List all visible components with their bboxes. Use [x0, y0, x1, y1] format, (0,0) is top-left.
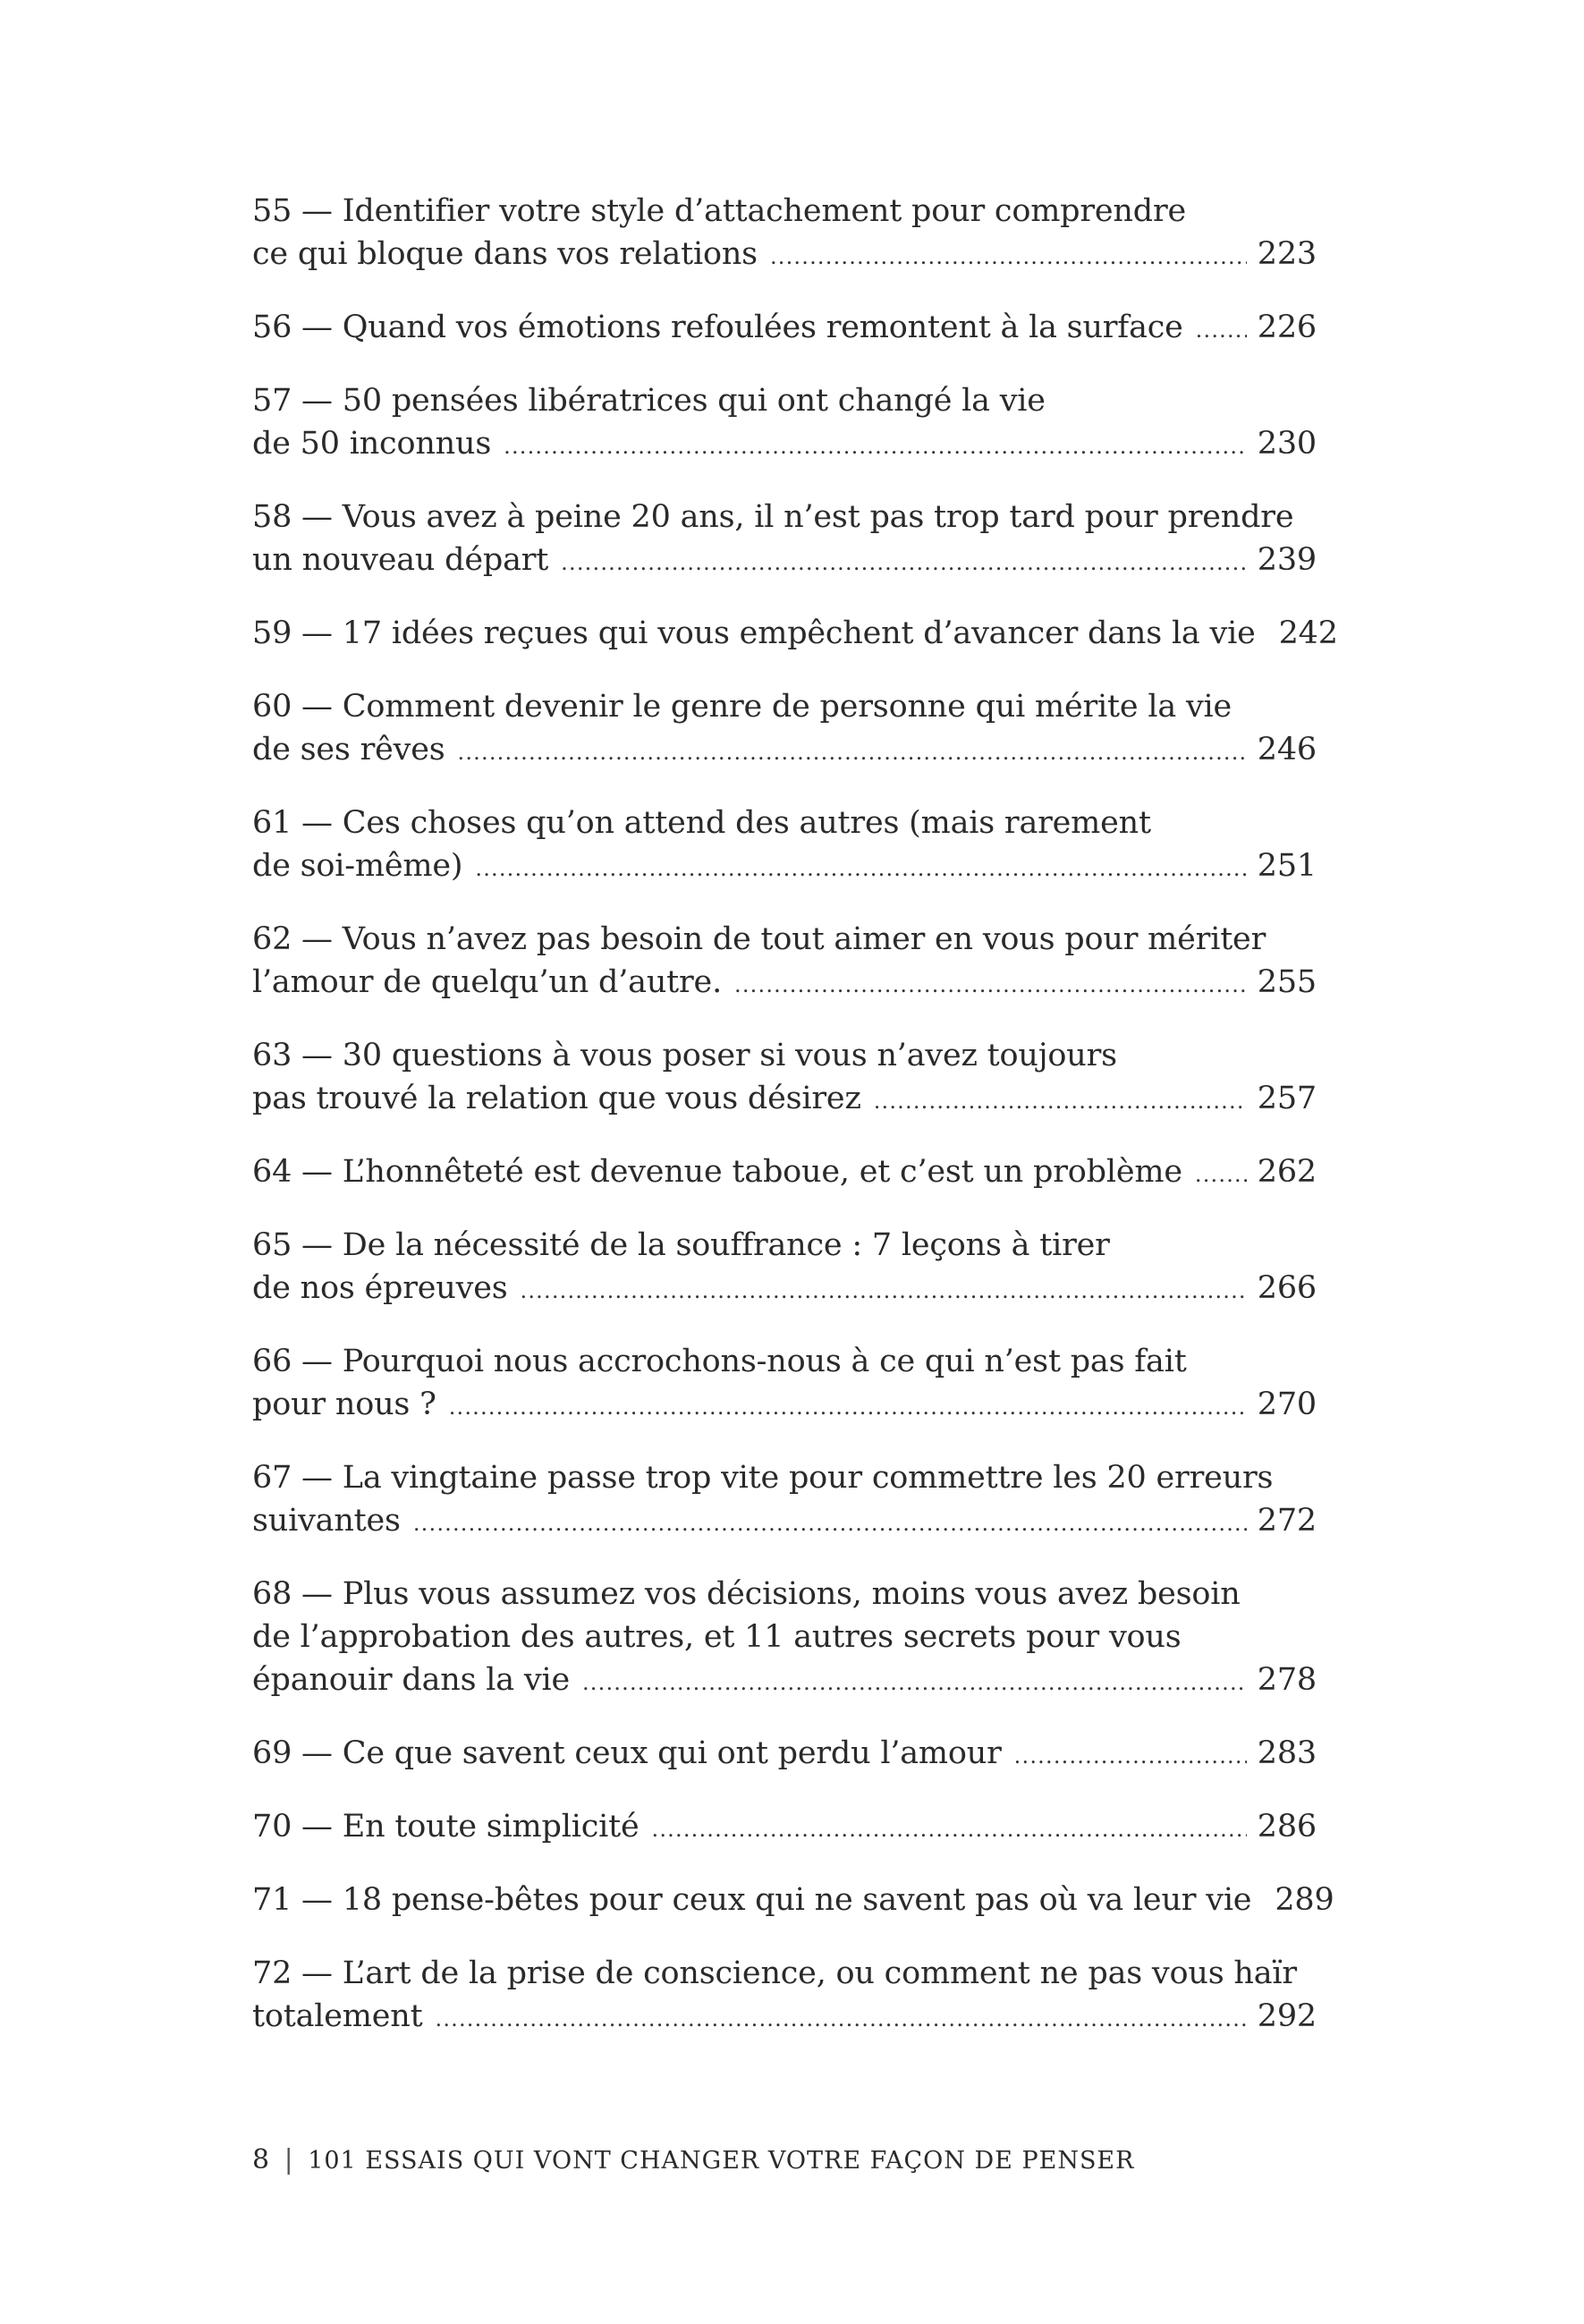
toc-entry-last-line [252, 1150, 1317, 1196]
toc-entry [252, 1340, 1317, 1429]
toc-entry-title: de ses rêves [252, 732, 445, 768]
toc-entry-page-number: 251 [1257, 848, 1317, 884]
page-footer [252, 2142, 1134, 2179]
dot-leader [521, 1269, 1247, 1312]
dot-leader [652, 1808, 1247, 1851]
toc-entry [252, 802, 1317, 890]
toc-entry-title: ce qui bloque dans vos relations [252, 236, 758, 272]
toc-entry-last-line [252, 1077, 1317, 1123]
toc-entry-title: l’amour de quelqu’un d’autre. [252, 964, 722, 1000]
toc-entry-page-number: 246 [1257, 732, 1317, 768]
toc-entry [252, 190, 1317, 278]
toc-entry-title: 59 — 17 idées reçues qui vous empêchent d’avancer dans la vie [252, 615, 1256, 651]
toc-entry-page-number: 272 [1257, 1503, 1317, 1539]
toc-entry-title: un nouveau départ [252, 542, 549, 578]
toc-entry-last-line [252, 1732, 1317, 1777]
toc-entry-title-line: 68 — Plus vous assumez vos décisions, moins vous avez besoin [252, 1576, 1241, 1612]
toc-entry [252, 1573, 1317, 1704]
toc-entry-last-line [252, 961, 1317, 1006]
toc-entry-last-line [252, 728, 1317, 774]
dot-leader [561, 541, 1247, 584]
dot-leader [1195, 1153, 1247, 1196]
dot-leader [1014, 1735, 1247, 1777]
dot-leader [475, 847, 1246, 890]
dot-leader [770, 235, 1247, 278]
toc-entry-last-line [252, 1805, 1317, 1851]
dot-leader [874, 1080, 1247, 1123]
dot-leader [458, 731, 1247, 774]
toc-entry-last-line [252, 1995, 1317, 2040]
toc-entry [252, 685, 1317, 774]
toc-entry-title: de nos épreuves [252, 1270, 508, 1306]
toc-entry-last-line [252, 233, 1317, 278]
toc-entry-last-line [252, 612, 1338, 657]
table-of-contents [252, 190, 1338, 2068]
toc-entry-page-number: 226 [1257, 310, 1317, 345]
toc-entry-last-line [252, 306, 1317, 352]
toc-entry [252, 1456, 1317, 1545]
toc-entry-title-line: 65 — De la nécessité de la souffrance : 7 leçons à tirer [252, 1227, 1110, 1263]
toc-entry [252, 379, 1317, 468]
toc-entry-title-line: 72 — L’art de la prise de conscience, ou comment ne pas vous haïr [252, 1955, 1297, 1991]
dot-leader [413, 1502, 1247, 1545]
toc-entry-title-line: 60 — Comment devenir le genre de personne qui mérite la vie [252, 689, 1232, 725]
toc-entry-title-line: 66 — Pourquoi nous accrochons-nous à ce qui n’est pas fait [252, 1344, 1187, 1379]
toc-entry-title-line: 55 — Identifier votre style d’attachement pour comprendre [252, 193, 1187, 229]
toc-entry-last-line [252, 1267, 1317, 1312]
toc-entry-title: 71 — 18 pense-bêtes pour ceux qui ne savent pas où va leur vie [252, 1882, 1252, 1918]
toc-entry-page-number: 289 [1275, 1882, 1334, 1918]
footer-page-number: 8 [252, 2144, 270, 2176]
toc-entry [252, 1879, 1334, 1924]
dot-leader [504, 425, 1247, 468]
dot-leader [449, 1386, 1247, 1429]
toc-entry-title: de soi-même) [252, 848, 463, 884]
toc-entry [252, 1150, 1317, 1196]
toc-entry-page-number: 278 [1257, 1662, 1317, 1698]
toc-entry-title: 70 — En toute simplicité [252, 1809, 640, 1845]
toc-entry [252, 496, 1317, 584]
toc-entry-title-line: 58 — Vous avez à peine 20 ans, il n’est pas trop tard pour prendre [252, 499, 1294, 535]
toc-entry-page-number: 270 [1257, 1387, 1317, 1422]
toc-entry [252, 1732, 1317, 1777]
toc-entry-title: pas trouvé la relation que vous désirez [252, 1081, 861, 1116]
toc-entry-title: 56 — Quand vos émotions refoulées remontent à la surface [252, 310, 1183, 345]
toc-entry [252, 918, 1317, 1006]
toc-entry [252, 1805, 1317, 1851]
toc-entry [252, 612, 1338, 657]
toc-entry [252, 1034, 1317, 1123]
toc-entry-last-line [252, 1879, 1334, 1924]
toc-entry-page-number: 242 [1278, 615, 1338, 651]
toc-entry-last-line [252, 1383, 1317, 1429]
footer-book-title: 101 ESSAIS QUI VONT CHANGER VOTRE FAÇON DE PENSER [308, 2147, 1135, 2175]
dot-leader [1196, 309, 1247, 352]
toc-entry-page-number: 239 [1257, 542, 1317, 578]
dot-leader [582, 1661, 1247, 1704]
toc-entry-last-line [252, 1658, 1317, 1704]
toc-entry-page-number: 257 [1257, 1081, 1317, 1116]
toc-entry [252, 1952, 1317, 2040]
toc-entry-page-number: 223 [1257, 236, 1317, 272]
toc-entry-title: totalement [252, 1998, 423, 2034]
toc-entry-title-line: 62 — Vous n’avez pas besoin de tout aimer en vous pour mériter [252, 921, 1266, 957]
toc-entry-title-line: 57 — 50 pensées libératrices qui ont changé la vie [252, 383, 1046, 419]
toc-entry-last-line [252, 1499, 1317, 1545]
toc-entry-title-line: 63 — 30 questions à vous poser si vous n’avez toujours [252, 1038, 1117, 1073]
toc-entry-page-number: 230 [1257, 426, 1317, 462]
toc-entry-title: pour nous ? [252, 1387, 436, 1422]
toc-entry-title-line: de l’approbation des autres, et 11 autres secrets pour vous [252, 1619, 1182, 1655]
toc-entry-title-line: 67 — La vingtaine passe trop vite pour commettre les 20 erreurs [252, 1460, 1274, 1496]
dot-leader [734, 963, 1247, 1006]
toc-entry-page-number: 286 [1257, 1809, 1317, 1845]
footer-separator: | [284, 2144, 294, 2176]
dot-leader [435, 1997, 1246, 2040]
toc-entry-title: 64 — L’honnêteté est devenue taboue, et c’est un problème [252, 1154, 1182, 1190]
toc-entry [252, 306, 1317, 352]
toc-entry-title-line: 61 — Ces choses qu’on attend des autres (mais rarement [252, 805, 1151, 841]
toc-entry-page-number: 262 [1257, 1154, 1317, 1190]
toc-entry-page-number: 255 [1257, 964, 1317, 1000]
toc-entry-last-line [252, 422, 1317, 468]
toc-entry-title: de 50 inconnus [252, 426, 492, 462]
toc-entry-page-number: 292 [1257, 1998, 1317, 2034]
toc-entry-title: épanouir dans la vie [252, 1662, 570, 1698]
toc-entry-title: 69 — Ce que savent ceux qui ont perdu l’amour [252, 1735, 1002, 1771]
toc-entry-title: suivantes [252, 1503, 401, 1539]
toc-entry [252, 1224, 1317, 1312]
toc-entry-page-number: 283 [1257, 1735, 1317, 1771]
toc-entry-page-number: 266 [1257, 1270, 1317, 1306]
toc-entry-last-line [252, 844, 1317, 890]
toc-entry-last-line [252, 539, 1317, 584]
